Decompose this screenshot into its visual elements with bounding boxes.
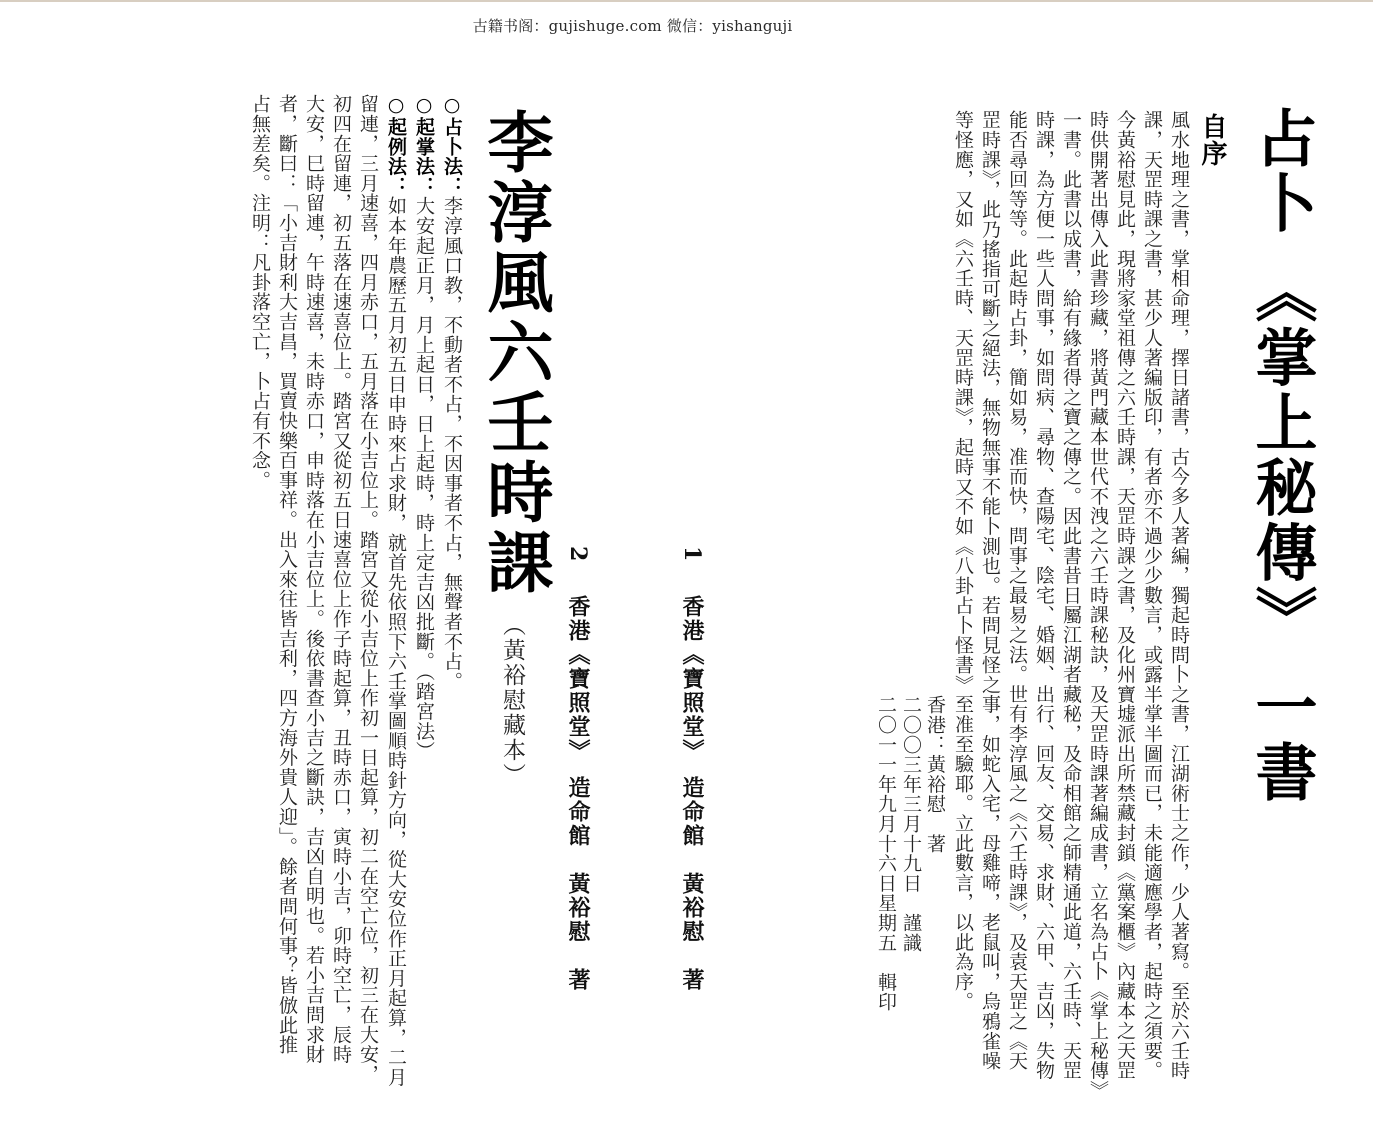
- method-text: 李淳風口教，不動者不占，不因事者不占，無聲者不占。: [441, 196, 463, 691]
- book-title: 占卜 《掌上秘傳》 一書: [1245, 106, 1318, 806]
- author-text: 香港《寶照堂》 造命館 黃裕慰 著: [679, 595, 705, 992]
- signature-author: 香港：黃裕慰 著: [924, 695, 946, 854]
- method-text: 初四在留連，初五落在速喜位上。踏宮又從初五日速喜位上作子時起算，丑時赤口，寅時小吉，卯時空亡，辰時: [330, 94, 352, 1065]
- preface-column: 等怪應，又如《六壬時、天罡時課》，起時又不如《八卦占卜怪書》至准至驗耶。立此數言，以此為序。: [952, 110, 974, 1012]
- preface-column: 課，天罡時課之書，甚少人著編版印，有者亦不過少少數言，或露半掌半圖而已，未能適應學者，起時之須要。: [1141, 110, 1163, 1081]
- method-text: 如本年農歷五月初五日申時來占求財，就首先依照下六壬掌圖順時針方向，從大安位作正月起算，二月: [385, 196, 407, 1087]
- method-text: 大安，巳時留連，午時速喜，未時赤口，申時落在小吉位上。後依書查小吉之斷訣，吉凶自明也。若小吉問求財: [303, 94, 325, 1065]
- preface-column: 時課，為方便一些人問事，如問病、尋物、查陽宅、陰宅、婚姻、出行、回友、交易、求財、六甲、吉凶，失物: [1033, 110, 1055, 1081]
- author-number: 1: [679, 546, 705, 562]
- method-text: 者，斷曰：「小吉財利大吉昌，買賣快樂百事祥。出入來往皆吉利，四方海外貴人迎」。餘者問何事？皆倣此推: [276, 94, 298, 1055]
- method-column: [384, 94, 408, 1087]
- method-label: ○起掌法：: [413, 94, 435, 196]
- preface-column: 能否尋回等等。此起時占卦，簡如易，准而快，問事之最易之法。世有李淳風之《六壬時課》，及袁天罡之《天: [1006, 110, 1028, 1071]
- preface-column: 一書。此書以成書，給有緣者得之寶之傳之。因此書昔日屬江湖者藏秘，及命相館之師精通此道，六壬時、天罡: [1060, 110, 1082, 1081]
- author-number: 2: [565, 546, 591, 562]
- section-subtitle: （黃裕慰藏本）: [499, 613, 525, 788]
- method-text: 留連，三月速喜，四月赤口，五月落在小吉位上。踏宮又從小吉位上作初一日起算，初二在空亡位，初三在大安，: [357, 94, 379, 1084]
- preface-column: 時供開著出傳入此書珍藏，將黃門藏本世代不洩之六壬時課秘訣，及天罡時課著編成書，立名為占卜《掌上秘傳》: [1087, 110, 1109, 1100]
- preface-heading: 自序: [1197, 113, 1227, 167]
- method-label: ○占卜法：: [441, 94, 463, 196]
- watermark-header: 古籍书阁：gujishuge.com 微信：yishanguji: [472, 17, 793, 35]
- preface-column: 今黃裕慰見此，現將家堂祖傳之六壬時課，天罡時課之書，及化州寶墟派出所禁藏封鎖《黨案櫃》內藏本之天罡: [1114, 110, 1136, 1081]
- signature-date-printed: 二〇一一年九月十六日星期五 輯印: [875, 695, 897, 1012]
- section-title: 李淳風六壬時課: [476, 108, 554, 598]
- method-label: ○起例法：: [385, 94, 407, 196]
- top-border-rule: [0, 0, 1373, 2]
- method-text: 占無差矣。注明：凡卦落空亡，卜占有不念。: [249, 94, 271, 490]
- preface-column: 罡時課》，此乃搖指可斷之絕法，無物無事不能卜測也。若問見怪之事，如蛇入宅，母雞啼，老鼠叫，烏鴉雀噪: [979, 110, 1001, 1071]
- method-column: [248, 94, 272, 490]
- method-text: 大安起正月，月上起日，日上起時，時上定吉凶批斷。（踏宮法）: [413, 196, 435, 761]
- author-text: 香港《寶照堂》 造命館 黃裕慰 著: [565, 595, 591, 992]
- signature-date-written: 二〇〇三年三月十九日 謹識: [900, 695, 922, 953]
- method-column: [329, 94, 353, 1064]
- preface-column: 風水地理之書，掌相命理，擇日諸書，古今多人著編，獨起時問卜之書，江湖術士之作，少人著寫。至於六壬時: [1168, 110, 1190, 1081]
- method-column: [356, 94, 380, 1084]
- method-column: [302, 94, 326, 1064]
- method-column: [440, 94, 464, 691]
- method-column: [275, 94, 299, 1055]
- method-column: [412, 94, 436, 761]
